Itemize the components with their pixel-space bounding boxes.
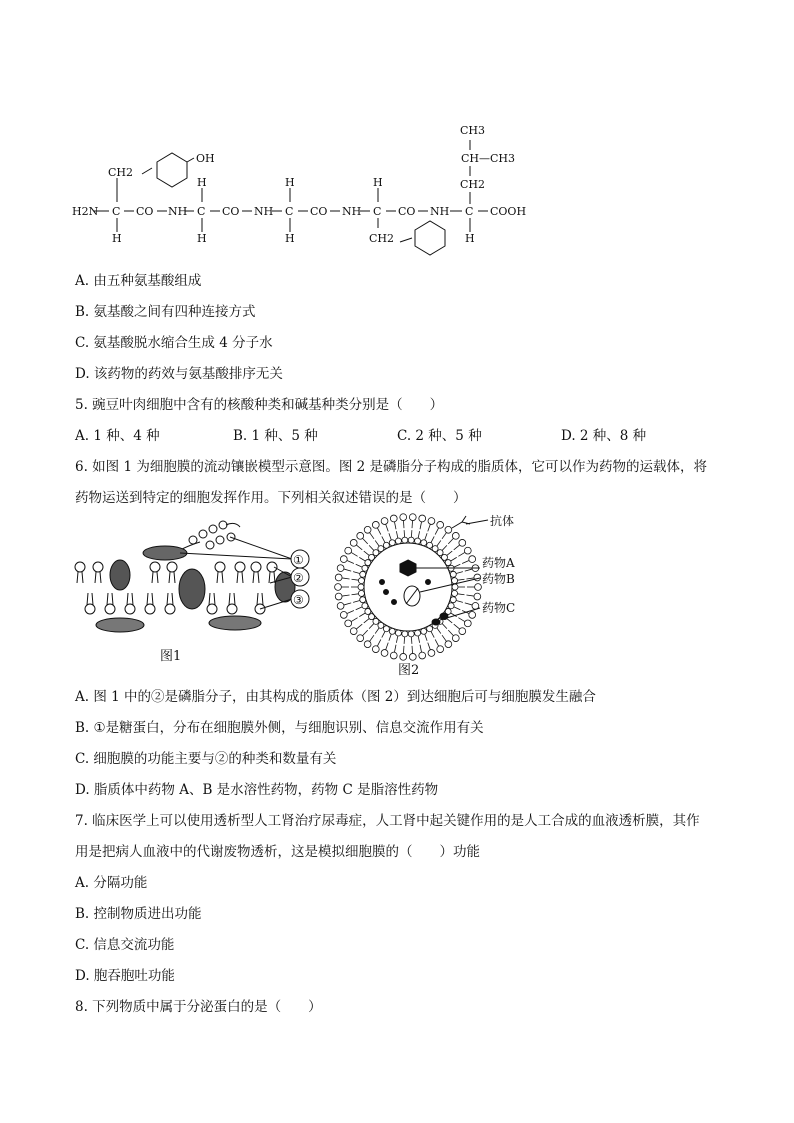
liposome-outer-head (445, 641, 452, 648)
liposome-inner-head (408, 537, 414, 543)
q5-option-c: C. 2 种、5 种 (397, 428, 482, 444)
q7-stem-line2: 用是把病人血液中的代谢废物透析，这是模拟细胞膜的（ ）功能 (75, 844, 480, 860)
h-bottom-2: H (197, 232, 207, 245)
liposome-inner-tail (442, 545, 447, 550)
q6-option-d: D. 脂质体中药物 A、B 是水溶性药物，药物 C 是脂溶性药物 (75, 782, 439, 798)
liposome-outer-tail (412, 521, 413, 528)
h-bottom-1: H (112, 232, 122, 245)
liposome-inner-tail (369, 624, 374, 629)
alpha-carbon-1: C (112, 205, 121, 218)
alpha-carbon-4: C (373, 205, 382, 218)
alpha-carbon-3: C (285, 205, 294, 218)
liposome-outer-tail (351, 552, 357, 556)
liposome-outer-tail (448, 538, 453, 543)
liposome-outer-tail (342, 595, 349, 596)
liposome-outer-tail (377, 639, 380, 646)
liposome-outer-tail (370, 533, 374, 539)
liposome-inner-tail (425, 634, 427, 641)
liposome-outer-head (340, 556, 347, 563)
liposome-inner-tail (382, 631, 385, 637)
q8-stem: 8. 下列物质中属于分泌蛋白的是（ ） (75, 999, 322, 1015)
liposome-outer-tail (403, 646, 404, 653)
liposome-outer-tail (344, 603, 351, 605)
liposome-outer-tail (454, 545, 460, 550)
liposome-inner-tail (456, 600, 463, 602)
q5-option-a: A. 1 种、4 种 (75, 428, 160, 444)
q4-option-b: B. 氨基酸之间有四种连接方式 (75, 304, 256, 320)
h-top-3: H (373, 176, 383, 189)
liposome-inner-tail (375, 628, 379, 634)
liposome-inner-tail (375, 540, 379, 546)
liposome-inner-tail (353, 572, 360, 574)
liposome-inner-tail (389, 634, 391, 641)
liposome-outer-tail (435, 528, 438, 535)
q4-option-d: D. 该药物的药效与氨基酸排序无关 (75, 366, 283, 382)
liposome-outer-head (400, 514, 407, 521)
q6-stem-line1: 6. 如图 1 为细胞膜的流动镶嵌模型示意图。图 2 是磷脂分子构成的脂质体，它可以作为药物的运载体，将 (75, 459, 708, 475)
co-3: CO (310, 205, 328, 218)
liposome-outer-head (337, 565, 344, 572)
alpha-carbon-2: C (197, 205, 206, 218)
liposome-outer-tail (420, 522, 422, 529)
liposome-outer-tail (356, 624, 362, 629)
liposome-inner-tail (356, 564, 362, 567)
liposome-inner-tail (353, 600, 360, 602)
liposome-outer-tail (370, 635, 374, 641)
liposome-outer-tail (394, 645, 396, 652)
liposome-inner-tail (364, 551, 369, 555)
liposome-outer-head (340, 611, 347, 618)
liposome-outer-head (372, 521, 379, 528)
fig2-label-antibody: 抗体 (490, 514, 515, 528)
liposome-outer-head (469, 611, 476, 618)
tyr-ch2: CH2 (108, 166, 134, 179)
figure1-membrane-diagram (60, 515, 340, 645)
liposome-inner-tail (352, 594, 359, 595)
liposome-outer-head (464, 620, 471, 627)
liposome-outer-head (335, 593, 342, 600)
q7-option-c: C. 信息交流功能 (75, 937, 175, 953)
liposome-inner-head (358, 578, 364, 584)
liposome-outer-tail (347, 561, 354, 564)
cooh-group: COOH (490, 205, 527, 218)
tyr-oh: OH (196, 152, 215, 165)
h-bottom-5: H (465, 232, 475, 245)
q5-option-b: B. 1 种、5 种 (233, 428, 318, 444)
liposome-inner-tail (447, 551, 452, 555)
fig2-label-drug-c: 药物C (482, 601, 516, 615)
liposome-outer-tail (351, 618, 357, 622)
phe-ch2: CH2 (369, 232, 395, 245)
liposome-outer-head (381, 650, 388, 657)
liposome-inner-tail (431, 631, 434, 637)
h-top-1: H (197, 176, 207, 189)
liposome-inner-tail (359, 557, 365, 561)
liposome-outer-head (459, 539, 466, 546)
liposome-outer-tail (403, 521, 404, 528)
liposome-inner-tail (458, 594, 465, 595)
liposome-outer-tail (363, 538, 368, 543)
liposome-outer-head (437, 646, 444, 653)
liposome-outer-head (437, 521, 444, 528)
liposome-outer-head (428, 650, 435, 657)
liposome-inner-head (358, 590, 364, 596)
fig2-label-drug-b: 药物B (482, 572, 515, 586)
liposome-inner-tail (418, 531, 419, 538)
liposome-outer-head (409, 514, 416, 521)
figure2-liposome-diagram (330, 512, 550, 662)
liposome-inner-tail (356, 607, 362, 610)
liposome-outer-tail (442, 533, 446, 539)
leu-ch-ch3: CH—CH3 (461, 152, 516, 165)
liposome-outer-head (452, 532, 459, 539)
q7-option-a: A. 分隔功能 (75, 875, 148, 891)
liposome-outer-tail (386, 643, 389, 650)
liposome-inner-tail (364, 619, 369, 623)
liposome-outer-head (390, 515, 397, 522)
liposome-outer-tail (448, 630, 453, 635)
liposome-inner-tail (442, 624, 447, 629)
h-top-2: H (285, 176, 295, 189)
liposome-inner-head (402, 631, 408, 637)
liposome-inner-tail (425, 533, 427, 540)
liposome-outer-tail (442, 635, 446, 641)
liposome-outer-head (357, 635, 364, 642)
nh-1: NH (168, 205, 188, 218)
nh-4: NH (430, 205, 450, 218)
liposome-inner-tail (352, 579, 359, 580)
q5-stem: 5. 豌豆叶肉细胞中含有的核酸种类和碱基种类分别是（ ） (75, 397, 444, 413)
liposome-outer-tail (347, 611, 354, 614)
co-2: CO (222, 205, 240, 218)
liposome-outer-head (345, 620, 352, 627)
liposome-outer-head (390, 652, 397, 659)
liposome-inner-tail (451, 557, 457, 561)
q5-option-d: D. 2 种、8 种 (561, 428, 647, 444)
fig2-caption: 图2 (398, 663, 420, 678)
fig2-label-drug-a: 药物A (482, 556, 515, 570)
liposome-outer-head (419, 515, 426, 522)
liposome-outer-tail (412, 646, 413, 653)
liposome-outer-tail (356, 545, 362, 550)
liposome-inner-tail (359, 613, 365, 617)
liposome-outer-head (469, 556, 476, 563)
liposome-inner-tail (396, 531, 397, 538)
peptide-structure-diagram (60, 118, 540, 268)
liposome-outer-tail (435, 639, 438, 646)
liposome-outer-head (445, 526, 452, 533)
liposome-inner-head (452, 584, 458, 590)
liposome-outer-tail (465, 569, 472, 571)
liposome-inner-tail (458, 579, 465, 580)
nh-3: NH (342, 205, 362, 218)
liposome-inner-head (358, 584, 364, 590)
q7-option-d: D. 胞吞胞吐功能 (75, 968, 175, 984)
liposome-inner-tail (396, 636, 397, 643)
liposome-inner-tail (456, 572, 463, 574)
liposome-inner-head (408, 631, 414, 637)
liposome-outer-tail (377, 528, 380, 535)
liposome-outer-head (335, 574, 342, 581)
liposome-outer-head (337, 602, 344, 609)
liposome-outer-tail (465, 603, 472, 605)
q6-option-b: B. ①是糖蛋白，分布在细胞膜外侧，与细胞识别、信息交流作用有关 (75, 720, 484, 736)
fig1-label-2: ② (293, 571, 304, 585)
liposome-outer-tail (342, 578, 349, 579)
liposome-outer-tail (428, 524, 431, 531)
q6-option-a: A. 图 1 中的②是磷脂分子，由其构成的脂质体（图 2）到达细胞后可与细胞膜发生融合 (75, 689, 596, 705)
q6-option-c: C. 细胞膜的功能主要与②的种类和数量有关 (75, 751, 337, 767)
liposome-inner-tail (437, 540, 441, 546)
liposome-inner-tail (389, 533, 391, 540)
liposome-outer-head (357, 532, 364, 539)
liposome-outer-tail (428, 643, 431, 650)
liposome-outer-tail (458, 618, 464, 622)
h-bottom-3: H (285, 232, 295, 245)
liposome-outer-tail (386, 524, 389, 531)
fig1-label-3: ③ (293, 593, 304, 607)
leu-ch3-top: CH3 (460, 124, 486, 137)
h2n-group: H2N (72, 205, 99, 218)
q6-stem-line2: 药物运送到特定的细胞发挥作用。下列相关叙述错误的是（ ） (75, 490, 467, 506)
liposome-inner-head (395, 538, 401, 544)
q7-stem-line1: 7. 临床医学上可以使用透析型人工肾治疗尿毒症，人工肾中起关键作用的是人工合成的血液透析膜，其作 (75, 813, 700, 829)
liposome-inner-head (415, 630, 421, 636)
liposome-outer-tail (466, 595, 473, 596)
liposome-inner-head (452, 590, 458, 596)
liposome-inner-tail (382, 536, 385, 542)
liposome-inner-head (452, 578, 458, 584)
liposome-outer-head (464, 547, 471, 554)
liposome-inner-tail (447, 619, 452, 623)
nh-2: NH (254, 205, 274, 218)
liposome-outer-head (364, 641, 371, 648)
liposome-outer-head (474, 574, 481, 581)
co-1: CO (136, 205, 154, 218)
liposome-outer-head (428, 518, 435, 525)
liposome-outer-tail (458, 552, 464, 556)
liposome-outer-head (475, 584, 482, 591)
liposome-outer-tail (344, 569, 351, 571)
q4-option-c: C. 氨基酸脱水缩合生成 4 分子水 (75, 335, 273, 351)
liposome-outer-head (350, 628, 357, 635)
liposome-outer-tail (462, 561, 469, 564)
q7-option-b: B. 控制物质进出功能 (75, 906, 202, 922)
q4-option-a: A. 由五种氨基酸组成 (75, 273, 202, 289)
liposome-inner-tail (437, 628, 441, 634)
liposome-outer-tail (466, 578, 473, 579)
liposome-inner-tail (369, 545, 374, 550)
liposome-outer-head (364, 526, 371, 533)
leu-ch2: CH2 (460, 178, 486, 191)
liposome-outer-head (381, 518, 388, 525)
liposome-outer-head (345, 547, 352, 554)
liposome-outer-head (452, 635, 459, 642)
fig1-caption: 图1 (160, 649, 182, 664)
liposome-inner-tail (431, 536, 434, 542)
liposome-outer-tail (394, 522, 396, 529)
fig1-label-1: ① (293, 553, 304, 567)
liposome-outer-head (474, 593, 481, 600)
liposome-outer-head (335, 584, 342, 591)
co-4: CO (398, 205, 416, 218)
liposome-inner-tail (454, 607, 460, 610)
alpha-carbon-5: C (465, 205, 474, 218)
liposome-inner-tail (418, 636, 419, 643)
liposome-outer-head (419, 652, 426, 659)
liposome-inner-head (395, 630, 401, 636)
liposome-inner-head (415, 538, 421, 544)
liposome-outer-head (459, 628, 466, 635)
liposome-outer-tail (454, 624, 460, 629)
liposome-inner-head (402, 537, 408, 543)
liposome-outer-tail (420, 645, 422, 652)
liposome-outer-head (372, 646, 379, 653)
liposome-outer-tail (363, 630, 368, 635)
liposome-inner-tail (454, 564, 460, 567)
liposome-outer-head (350, 539, 357, 546)
